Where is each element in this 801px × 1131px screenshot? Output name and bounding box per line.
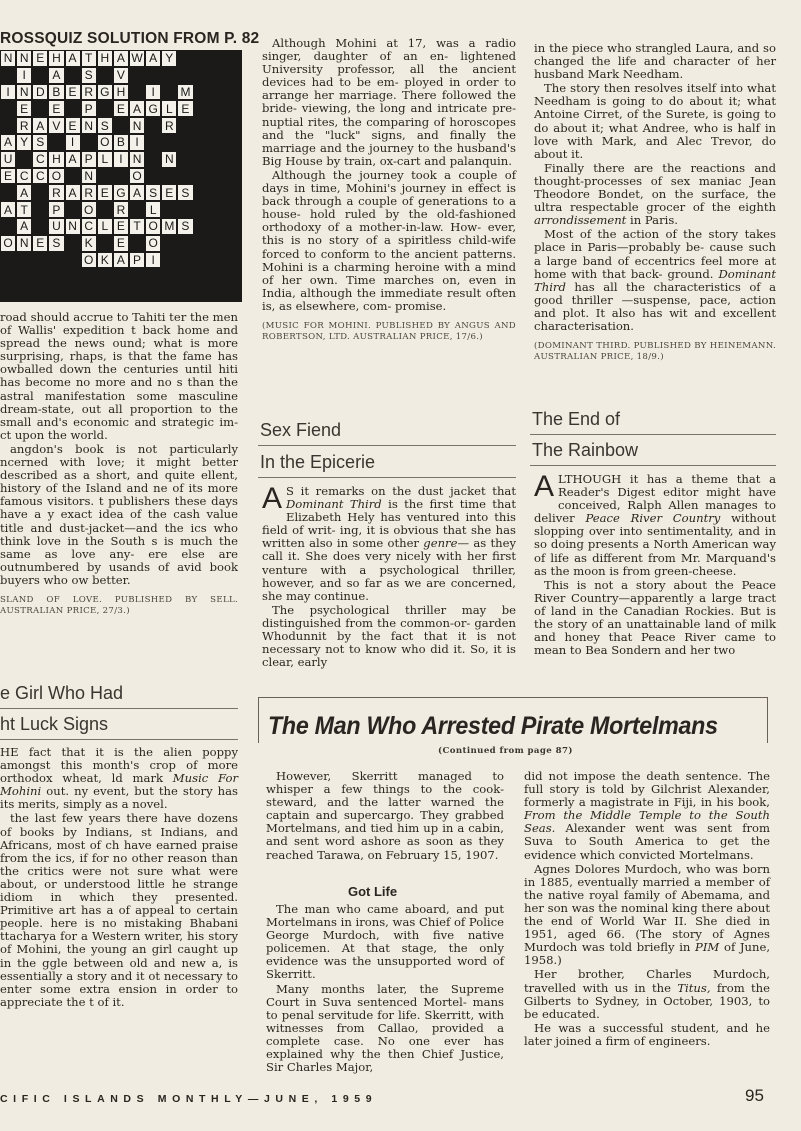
crossword-black-cell [0,184,16,201]
paragraph: angdon's book is not particularly ncerned with love; it might better described as a short, and quite ellent, history of the Island and ne of its more famous visitors. t publishers these days have a y exact idea of the cash value title and dust-jacket—and the ics who think love in the South s is much the same as love any- ere else are outnumbered by usands of avid book buyers who ow better. [0,441,238,587]
crossword-black-cell [194,67,210,84]
crossword-black-cell [177,235,193,252]
crossword-black-cell [81,134,97,151]
paragraph: road should accrue to Tahiti ter the men of Wallis' expedition t back home and spread the news ound; what is more surprising, rhaps, is that the fame has owballed down the centuries until hiti has become no more and no s than the astral manifestation some masculine dream-state, out all proportion to the small and's economic and strategic im- ct upon the world. [0,310,238,442]
crossword-letter-cell: N [65,218,81,235]
crossword-letter-cell: E [65,84,81,101]
mortelmans-right-column [524,770,770,1049]
crossword-letter-cell: N [129,151,145,168]
crossword-letter-cell: G [145,100,161,117]
crossword-black-cell [194,100,210,117]
crossword-letter-cell: E [48,100,64,117]
crossword-black-cell [210,67,226,84]
crossword-black-cell [226,235,242,252]
crossword-black-cell [97,268,113,285]
crossword-black-cell [194,268,210,285]
crossword-black-cell [0,117,16,134]
crossword-letter-cell: A [129,100,145,117]
crossword-black-cell [129,201,145,218]
crossword-black-cell [161,235,177,252]
column-1-bottom [0,746,238,1010]
crossword-black-cell [161,268,177,285]
section-heading-line1: Sex Fiend [260,420,342,440]
crossword-black-cell [226,268,242,285]
crossword-black-cell [194,218,210,235]
crossword-letter-cell: A [145,50,161,67]
crossword-letter-cell: I [129,134,145,151]
crossword-black-cell [0,218,16,235]
paragraph: Although Mohini at 17, was a radio singer, daughter of an en- lightened University professor, all the ancient devices had to be em- ployed in order to arrange her marriage. There followed the bride- viewing, the long and intricate pre- nuptial rites, the comparing of horoscopes and the "luck" signs, and finally the marriage and the journey to the husband's Big House by train, ox-cart and palanquin. [262,36,516,168]
crossword-black-cell [113,285,129,302]
page-number: 95 [745,1086,764,1105]
paragraph: Finally there are the reactions and thought-processes of sex maniac Jean Theodore Bondet, on the surface, the ultra respectable grocer of the eighth arrondissement in Paris. [534,160,776,228]
crossword-black-cell [226,134,242,151]
crossword-letter-cell: V [48,117,64,134]
crossword-letter-cell: H [97,50,113,67]
crossword-black-cell [16,268,32,285]
article-title: The Man Who Arrested Pirate Mortelmans [268,712,718,740]
crossword-black-cell [129,235,145,252]
crossword-black-cell [65,67,81,84]
crossword-black-cell [226,184,242,201]
crossword-black-cell [129,84,145,101]
paragraph: A S it remarks on the dust jacket that Dominant Third is the first time that Elizabeth Hely has ventured into this field of writ- ing, it is obvious that she has written also in some other genre— as they call it. She does very nicely with her first venture with a psychological thriller, however, and so far as we are concerned, she may continue. [262,482,516,603]
paragraph: ALTHOUGH it has a theme that a Reader's Digest editor might have conceived, Ralph Allen manages to deliver Peace River Country without slopping over into sentimentality, and in so doing presents a North American way of life as different from Mr. Marquand's as the moon is from green-cheese. [534,470,776,578]
divider [258,445,516,446]
crossword-black-cell [210,117,226,134]
book-credit: (MUSIC FOR MOHINI. PUBLISHED BY ANGUS AND ROBERTSON, LTD. AUSTRALIAN PRICE, 17/6.) [262,320,516,342]
divider [0,708,238,709]
crossword-black-cell [113,117,129,134]
crossword-black-cell [0,268,16,285]
crossword-black-cell [48,252,64,269]
crossword-letter-cell: L [97,151,113,168]
divider [530,434,776,435]
crossword-black-cell [32,285,48,302]
crossword-black-cell [161,168,177,185]
crossword-black-cell [97,285,113,302]
crossword-black-cell [65,235,81,252]
crossword-black-cell [32,100,48,117]
crossword-black-cell [226,100,242,117]
crossword-letter-cell: E [113,218,129,235]
divider [0,739,238,740]
paragraph: However, Skerritt managed to whisper a few things to the cook- steward, and the latter warned the captain and supercargo. They grabbed Mortelmans, and tied him up in a cabin, and sent word ashore as soon as they reached Tarawa, on February 15, 1907. [266,769,504,862]
crossword-letter-cell: R [81,84,97,101]
crossword-letter-cell: C [16,168,32,185]
crossword-letter-cell: O [81,201,97,218]
crossword-letter-cell: A [16,218,32,235]
crossword-letter-cell: R [81,184,97,201]
crossword-letter-cell: A [16,184,32,201]
crossword-letter-cell: A [113,252,129,269]
crossword-black-cell [65,252,81,269]
crossword-letter-cell: C [81,218,97,235]
crossword-letter-cell: U [48,218,64,235]
paragraph: This is not a story about the Peace River Country—apparently a large tract of land in the Canadian Rockies. But is the story of an unattainable land of milk and honey that Peace River came to mean to Bea Sondern and her two [534,577,776,658]
crossword-black-cell [145,268,161,285]
paragraph: The man who came aboard, and put Mortelmans in irons, was Chief of Police George Murdoch, with five native policemen. At that stage, the only evidence was the unsupported word of Skerritt. [266,902,504,982]
crossword-letter-cell: A [65,151,81,168]
crossword-black-cell [226,84,242,101]
crossword-black-cell [16,285,32,302]
crossword-black-cell [97,67,113,84]
crossword-black-cell [210,134,226,151]
crossword-black-cell [177,252,193,269]
crossword-black-cell [145,151,161,168]
crossword-letter-cell: H [48,151,64,168]
crossword-letter-cell: M [177,84,193,101]
paragraph: The story then resolves itself into what Needham is going to do about it; what Antoine Cirret, of the Surete, is going to do about it; what Andree, who is half in love with Mark, and Alec Trevor, do about it. [534,81,776,161]
crossword-letter-cell: N [161,151,177,168]
crossword-letter-cell: I [0,84,16,101]
crossword-black-cell [145,168,161,185]
crossword-black-cell [194,168,210,185]
paragraph: Her brother, Charles Murdoch, travelled with us in the Titus, from the Gilberts to Sydney, in October, 1903, to be educated. [524,967,771,1021]
paragraph: Although the journey took a couple of days in time, Mohini's journey in effect is back through a couple of generations to a house- hold ruled by the old-fashioned orthodoxy of a mother-in-law. How- ever, this is no story of a spiritless child-wife forced to conform to the ancient patterns. Mohini is a charming heroine with a mind of her own. Time marches on, even in India, although the immediate result often is, as elsewhere, com- promise. [262,167,516,313]
crossword-black-cell [145,285,161,302]
crossword-letter-cell: A [0,201,16,218]
crossword-black-cell [161,67,177,84]
crossword-letter-cell: V [113,67,129,84]
crossword-black-cell [32,184,48,201]
crossword-letter-cell: A [113,50,129,67]
book-credit: (DOMINANT THIRD. PUBLISHED BY HEINEMANN. AUSTRALIAN PRICE, 18/9.) [534,341,776,363]
crossword-black-cell [226,168,242,185]
crossword-black-cell [81,285,97,302]
crossword-black-cell [177,134,193,151]
crossword-letter-cell: B [48,84,64,101]
crossword-black-cell [194,201,210,218]
section-heading-line2: The Rainbow [532,440,639,460]
crossword-black-cell [210,168,226,185]
crossword-black-cell [65,168,81,185]
crossword-black-cell [161,84,177,101]
crossword-letter-cell: O [48,168,64,185]
crossword-letter-cell: E [113,235,129,252]
mortelmans-left-column [266,770,504,863]
crossword-black-cell [177,168,193,185]
crossword-letter-cell: E [16,100,32,117]
crossword-title: ROSSQUIZ SOLUTION FROM P. 82 [0,30,260,47]
crossword-black-cell [32,218,48,235]
crossword-black-cell [194,117,210,134]
crossword-black-cell [97,235,113,252]
crossword-letter-cell: E [0,168,16,185]
crossword-letter-cell: N [81,117,97,134]
paragraph: Agnes Dolores Murdoch, who was born in 1885, eventually married a member of the native royal family of Abemama, and her son was the nominal king there about the end of World War II. She died in 1951, aged 66. (The story of Agnes Murdoch was told briefly in PIM of June, 1958.) [524,861,771,968]
crossword-black-cell [226,151,242,168]
crossword-letter-cell: S [48,235,64,252]
crossword-letter-cell: K [97,252,113,269]
subheading: Got Life [348,884,398,899]
crossword-black-cell [129,268,145,285]
crossword-letter-cell: Y [16,134,32,151]
crossword-black-cell [16,252,32,269]
crossword-black-cell [194,50,210,67]
crossword-letter-cell: E [113,100,129,117]
crossword-grid [0,50,242,302]
section-heading-line2: In the Epicerie [260,452,376,472]
crossword-black-cell [161,201,177,218]
crossword-letter-cell: L [161,100,177,117]
crossword-letter-cell: C [32,151,48,168]
crossword-black-cell [161,252,177,269]
crossword-letter-cell: M [161,218,177,235]
crossword-letter-cell: K [81,235,97,252]
paragraph: did not impose the death sentence. The full story is told by Gilchrist Alexander, formerly a magistrate in Fiji, in his book, From the Middle Temple to the South Seas. Alexander went was sent from Suva to South America to get the evidence which convicted Mortelmans. [524,769,770,862]
column-2-top [262,37,516,347]
crossword-black-cell [32,268,48,285]
crossword-letter-cell: P [48,201,64,218]
crossword-black-cell [48,134,64,151]
crossword-letter-cell: H [113,84,129,101]
crossword-letter-cell: T [16,201,32,218]
crossword-letter-cell: N [16,50,32,67]
column-2-bottom [262,482,516,670]
crossword-letter-cell: P [81,151,97,168]
crossword-letter-cell: A [0,134,16,151]
crossword-black-cell [32,201,48,218]
crossword-black-cell [145,117,161,134]
section-heading-line1: The End of [532,409,621,429]
crossword-letter-cell: B [113,134,129,151]
crossword-black-cell [161,285,177,302]
crossword-letter-cell: A [65,184,81,201]
crossword-black-cell [210,218,226,235]
crossword-letter-cell: R [161,117,177,134]
paragraph: The psychological thriller may be distinguished from the common-or- garden Whodunnit by the fact that it is not necessary not to know who did it. So, it is clear, early [262,602,516,670]
crossword-black-cell [161,134,177,151]
crossword-letter-cell: S [32,134,48,151]
section-heading-line1: e Girl Who Had [0,683,124,703]
page-footer: CIFIC ISLANDS MONTHLY—JUNE, 1959 [0,1093,378,1105]
crossword-black-cell [226,252,242,269]
crossword-letter-cell: R [113,201,129,218]
crossword-letter-cell: A [65,50,81,67]
book-credit: SLAND OF LOVE. PUBLISHED BY SELL. AUSTRALIAN PRICE, 27/3.) [0,594,238,616]
crossword-black-cell [16,151,32,168]
crossword-black-cell [210,268,226,285]
crossword-letter-cell: E [32,235,48,252]
crossword-black-cell [129,67,145,84]
crossword-black-cell [177,67,193,84]
section-heading-line2: ht Luck Signs [0,714,109,734]
crossword-letter-cell: R [16,117,32,134]
paragraph: He was a successful student, and he later joined a firm of engineers. [524,1020,770,1048]
crossword-black-cell [32,252,48,269]
crossword-letter-cell: W [129,50,145,67]
crossword-black-cell [210,184,226,201]
crossword-black-cell [194,184,210,201]
crossword-letter-cell: O [81,252,97,269]
crossword-black-cell [194,84,210,101]
crossword-letter-cell: E [97,184,113,201]
continued-note: (Continued from page 87) [438,746,573,756]
crossword-black-cell [145,134,161,151]
crossword-black-cell [177,268,193,285]
crossword-black-cell [226,201,242,218]
crossword-black-cell [65,285,81,302]
crossword-letter-cell: T [129,218,145,235]
crossword-black-cell [177,201,193,218]
crossword-black-cell [226,67,242,84]
crossword-black-cell [0,285,16,302]
crossword-letter-cell: N [129,117,145,134]
crossword-black-cell [226,50,242,67]
crossword-letter-cell: G [97,84,113,101]
crossword-letter-cell: I [113,151,129,168]
crossword-letter-cell: G [113,184,129,201]
crossword-letter-cell: H [48,50,64,67]
crossword-black-cell [113,168,129,185]
crossword-letter-cell: N [16,84,32,101]
crossword-black-cell [32,67,48,84]
crossword-black-cell [210,84,226,101]
crossword-letter-cell: C [32,168,48,185]
crossword-black-cell [97,100,113,117]
crossword-letter-cell: I [145,252,161,269]
crossword-letter-cell: P [129,252,145,269]
crossword-letter-cell: E [161,184,177,201]
crossword-letter-cell: S [81,67,97,84]
crossword-letter-cell: E [65,117,81,134]
crossword-black-cell [177,151,193,168]
crossword-letter-cell: O [145,235,161,252]
crossword-black-cell [210,235,226,252]
crossword-black-cell [210,201,226,218]
crossword-black-cell [177,117,193,134]
crossword-letter-cell: S [145,184,161,201]
crossword-black-cell [194,252,210,269]
crossword-letter-cell: R [48,184,64,201]
crossword-black-cell [97,168,113,185]
crossword-letter-cell: N [81,168,97,185]
crossword-black-cell [65,268,81,285]
crossword-black-cell [226,218,242,235]
crossword-black-cell [48,268,64,285]
crossword-letter-cell: O [145,218,161,235]
crossword-letter-cell: D [32,84,48,101]
crossword-letter-cell: E [177,100,193,117]
crossword-letter-cell: L [97,218,113,235]
crossword-letter-cell: O [97,134,113,151]
crossword-letter-cell: O [0,235,16,252]
paragraph: HE fact that it is the alien poppy amongst this month's crop of more orthodox wheat, ld mark Music For Mohini out. ny event, but the story has its merits, simply as a novel. [0,745,238,812]
mortelmans-left-column-2 [266,903,504,1075]
crossword-letter-cell: N [16,235,32,252]
crossword-letter-cell: T [81,50,97,67]
crossword-letter-cell: O [129,168,145,185]
crossword-letter-cell: S [177,218,193,235]
crossword-letter-cell: S [97,117,113,134]
crossword-black-cell [129,285,145,302]
crossword-letter-cell: I [16,67,32,84]
crossword-black-cell [177,50,193,67]
crossword-black-cell [81,268,97,285]
divider [258,477,516,478]
crossword-black-cell [226,285,242,302]
crossword-black-cell [65,201,81,218]
crossword-letter-cell: E [32,50,48,67]
paragraph: Most of the action of the story takes place in Paris—probably be- cause such a large band of eccentrics feel more at home with that back- ground. Dominant Third has all the characteristics of a good thriller —suspense, pace, action and plot. It also has wit and excellent characterisation. [534,227,777,333]
crossword-letter-cell: S [177,184,193,201]
crossword-black-cell [97,201,113,218]
crossword-letter-cell: I [65,134,81,151]
crossword-letter-cell: P [81,100,97,117]
crossword-black-cell [210,285,226,302]
crossword-letter-cell: Y [161,50,177,67]
crossword-black-cell [226,117,242,134]
crossword-black-cell [65,100,81,117]
paragraph: Many months later, the Supreme Court in Suva sentenced Mortel- mans to penal servitude for life. Skerritt, with witnesses from Callao, provided a complete case. No one ever has explained why the then Chief Justice, Sir Charles Major, [266,981,504,1075]
crossword-black-cell [210,50,226,67]
crossword-black-cell [48,285,64,302]
crossword-black-cell [0,100,16,117]
crossword-letter-cell: U [0,151,16,168]
crossword-letter-cell: A [129,184,145,201]
crossword-letter-cell: L [145,201,161,218]
column-3-bottom [534,470,776,658]
crossword-black-cell [210,100,226,117]
paragraph: the last few years there have dozens of books by Indians, st Indians, and Africans, most of ch have earned praise from the ics, if for no other reason than the critics were not sure what were about, or understood little he strange idiom in which they presented. Primitive art has a of appeal to certain people. here is no mistaking Bhabani ttacharya for a Western writer, his story of Mohini, the young an girl caught up in the ggle between old and new a, is essentially a story and it ot necessary to enter some extra ension in order to appreciate the t of it. [0,811,238,1009]
crossword-black-cell [194,235,210,252]
crossword-letter-cell: A [32,117,48,134]
crossword-letter-cell: N [0,50,16,67]
column-3-top [534,42,776,367]
crossword-black-cell [194,285,210,302]
crossword-black-cell [0,252,16,269]
paragraph: in the piece who strangled Laura, and so changed the life and character of her husband Mark Needham. [534,41,776,82]
crossword-black-cell [194,134,210,151]
crossword-black-cell [210,252,226,269]
crossword-letter-cell: I [145,84,161,101]
crossword-black-cell [0,67,16,84]
column-1-top [0,311,238,621]
divider [530,465,776,466]
crossword-black-cell [177,285,193,302]
crossword-letter-cell: A [48,67,64,84]
crossword-black-cell [113,268,129,285]
crossword-black-cell [145,67,161,84]
crossword-black-cell [210,151,226,168]
crossword-black-cell [194,151,210,168]
